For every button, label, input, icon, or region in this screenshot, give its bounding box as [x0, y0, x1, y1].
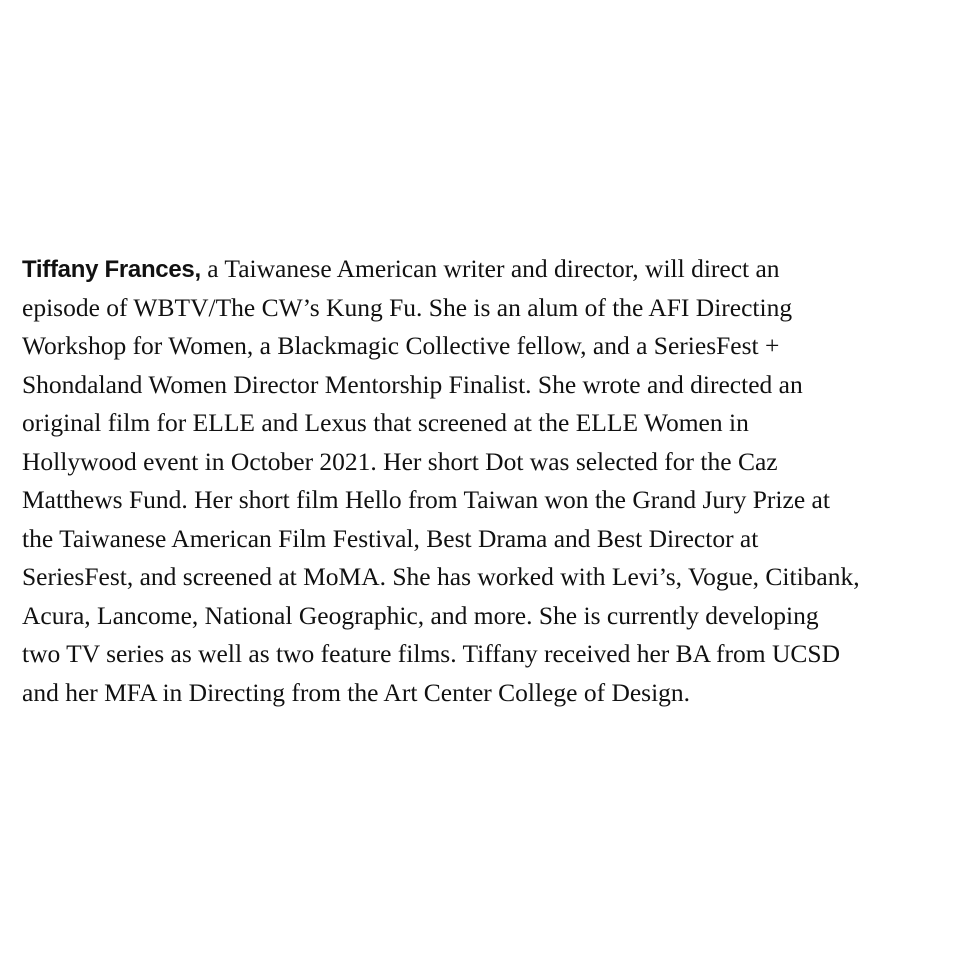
bio-line: [22, 712, 947, 751]
bio-line: the Taiwanese American Film Festival, Best Drama and Best Director at: [22, 523, 759, 553]
bio-line: episode of WBTV/The CW’s Kung Fu. She is an alum of the AFI Directing: [22, 292, 793, 322]
bio-line: [22, 250, 947, 289]
bio-line: Shondaland Women Director Mentorship Finalist. She wrote and directed an: [22, 369, 803, 399]
bio-line: Acura, Lancome, National Geographic, and more. She is currently developing: [22, 600, 819, 630]
bio-line: Hollywood event in October 2021. Her short Dot was selected for the Caz: [22, 446, 778, 476]
bio-line-text: a Taiwanese American writer and director, will direct an: [200, 254, 780, 283]
bio-line: original film for ELLE and Lexus that screened at the ELLE Women in: [22, 408, 749, 437]
bio-line: Workshop for Women, a Blackmagic Collective fellow, and a SeriesFest +: [22, 331, 780, 360]
bio-name: Tiffany Frances,: [22, 256, 201, 283]
bio-line: and her MFA in Directing from the Art Center College of Design.: [22, 677, 691, 707]
bio-line: SeriesFest, and screened at MoMA. She has worked with Levi’s, Vogue, Citibank,: [22, 562, 860, 591]
bio-paragraph: [22, 250, 947, 751]
bio-line: two TV series as well as two feature films. Tiffany received her BA from UCSD: [22, 639, 840, 668]
bio-line: Matthews Fund. Her short film Hello from Taiwan won the Grand Jury Prize at: [22, 485, 830, 514]
